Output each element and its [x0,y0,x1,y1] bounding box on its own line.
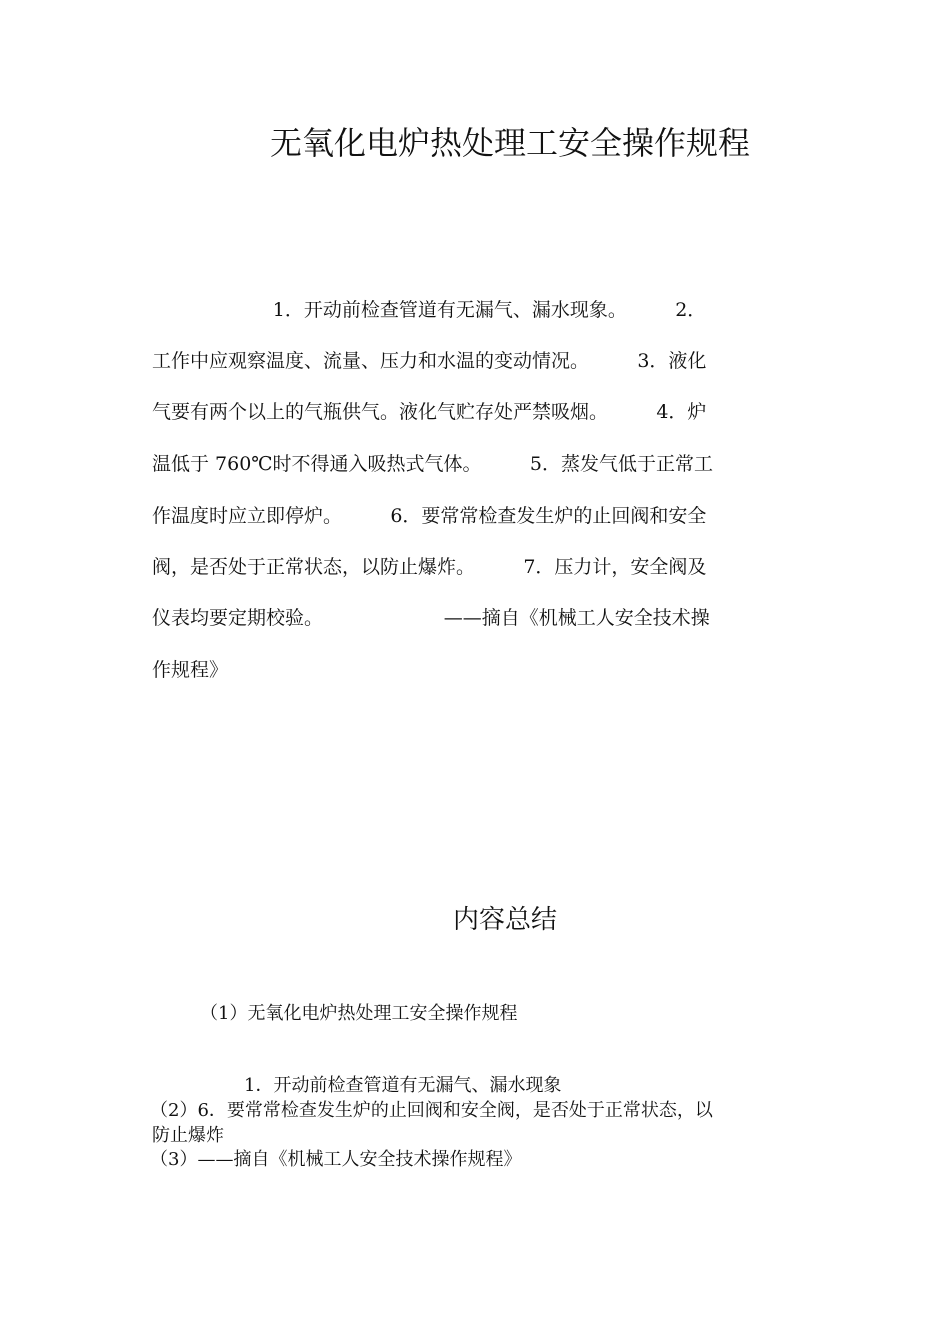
summary-item-2: （2）6．要常常检查发生炉的止回阀和安全阀，是否处于正常状态，以 [150,1100,713,1121]
body-line: 作规程》 [152,659,229,681]
body-line: 温低于 760℃时不得通入吸热式气体。 5．蒸发气低于正常工 [152,453,713,475]
summary-item-3: （3）——摘自《机械工人安全技术操作规程》 [150,1149,522,1170]
body-line: 1．开动前检查管道有无漏气、漏水现象。 2． [152,299,707,321]
summary-heading: 内容总结 [452,905,557,935]
summary-item-1: （1）无氧化电炉热处理工安全操作规程 [200,1003,518,1024]
body-line: 工作中应观察温度、流量、压力和水温的变动情况。 3．液化 [152,350,707,372]
body-line: 阀，是否处于正常状态，以防止爆炸。 7．压力计，安全阀及 [152,556,707,578]
body-line: 仪表均要定期校验。 ——摘自《机械工人安全技术操 [152,607,710,629]
summary-item-2-continued: 防止爆炸 [152,1125,224,1146]
body-line: 作温度时应立即停炉。 6．要常常检查发生炉的止回阀和安全 [152,505,707,527]
body-line: 气要有两个以上的气瓶供气。液化气贮存处严禁吸烟。 4．炉 [152,401,707,423]
summary-item-1-detail: 1．开动前检查管道有无漏气、漏水现象 [244,1075,562,1096]
document-title: 无氧化电炉热处理工安全操作规程 [269,124,750,162]
